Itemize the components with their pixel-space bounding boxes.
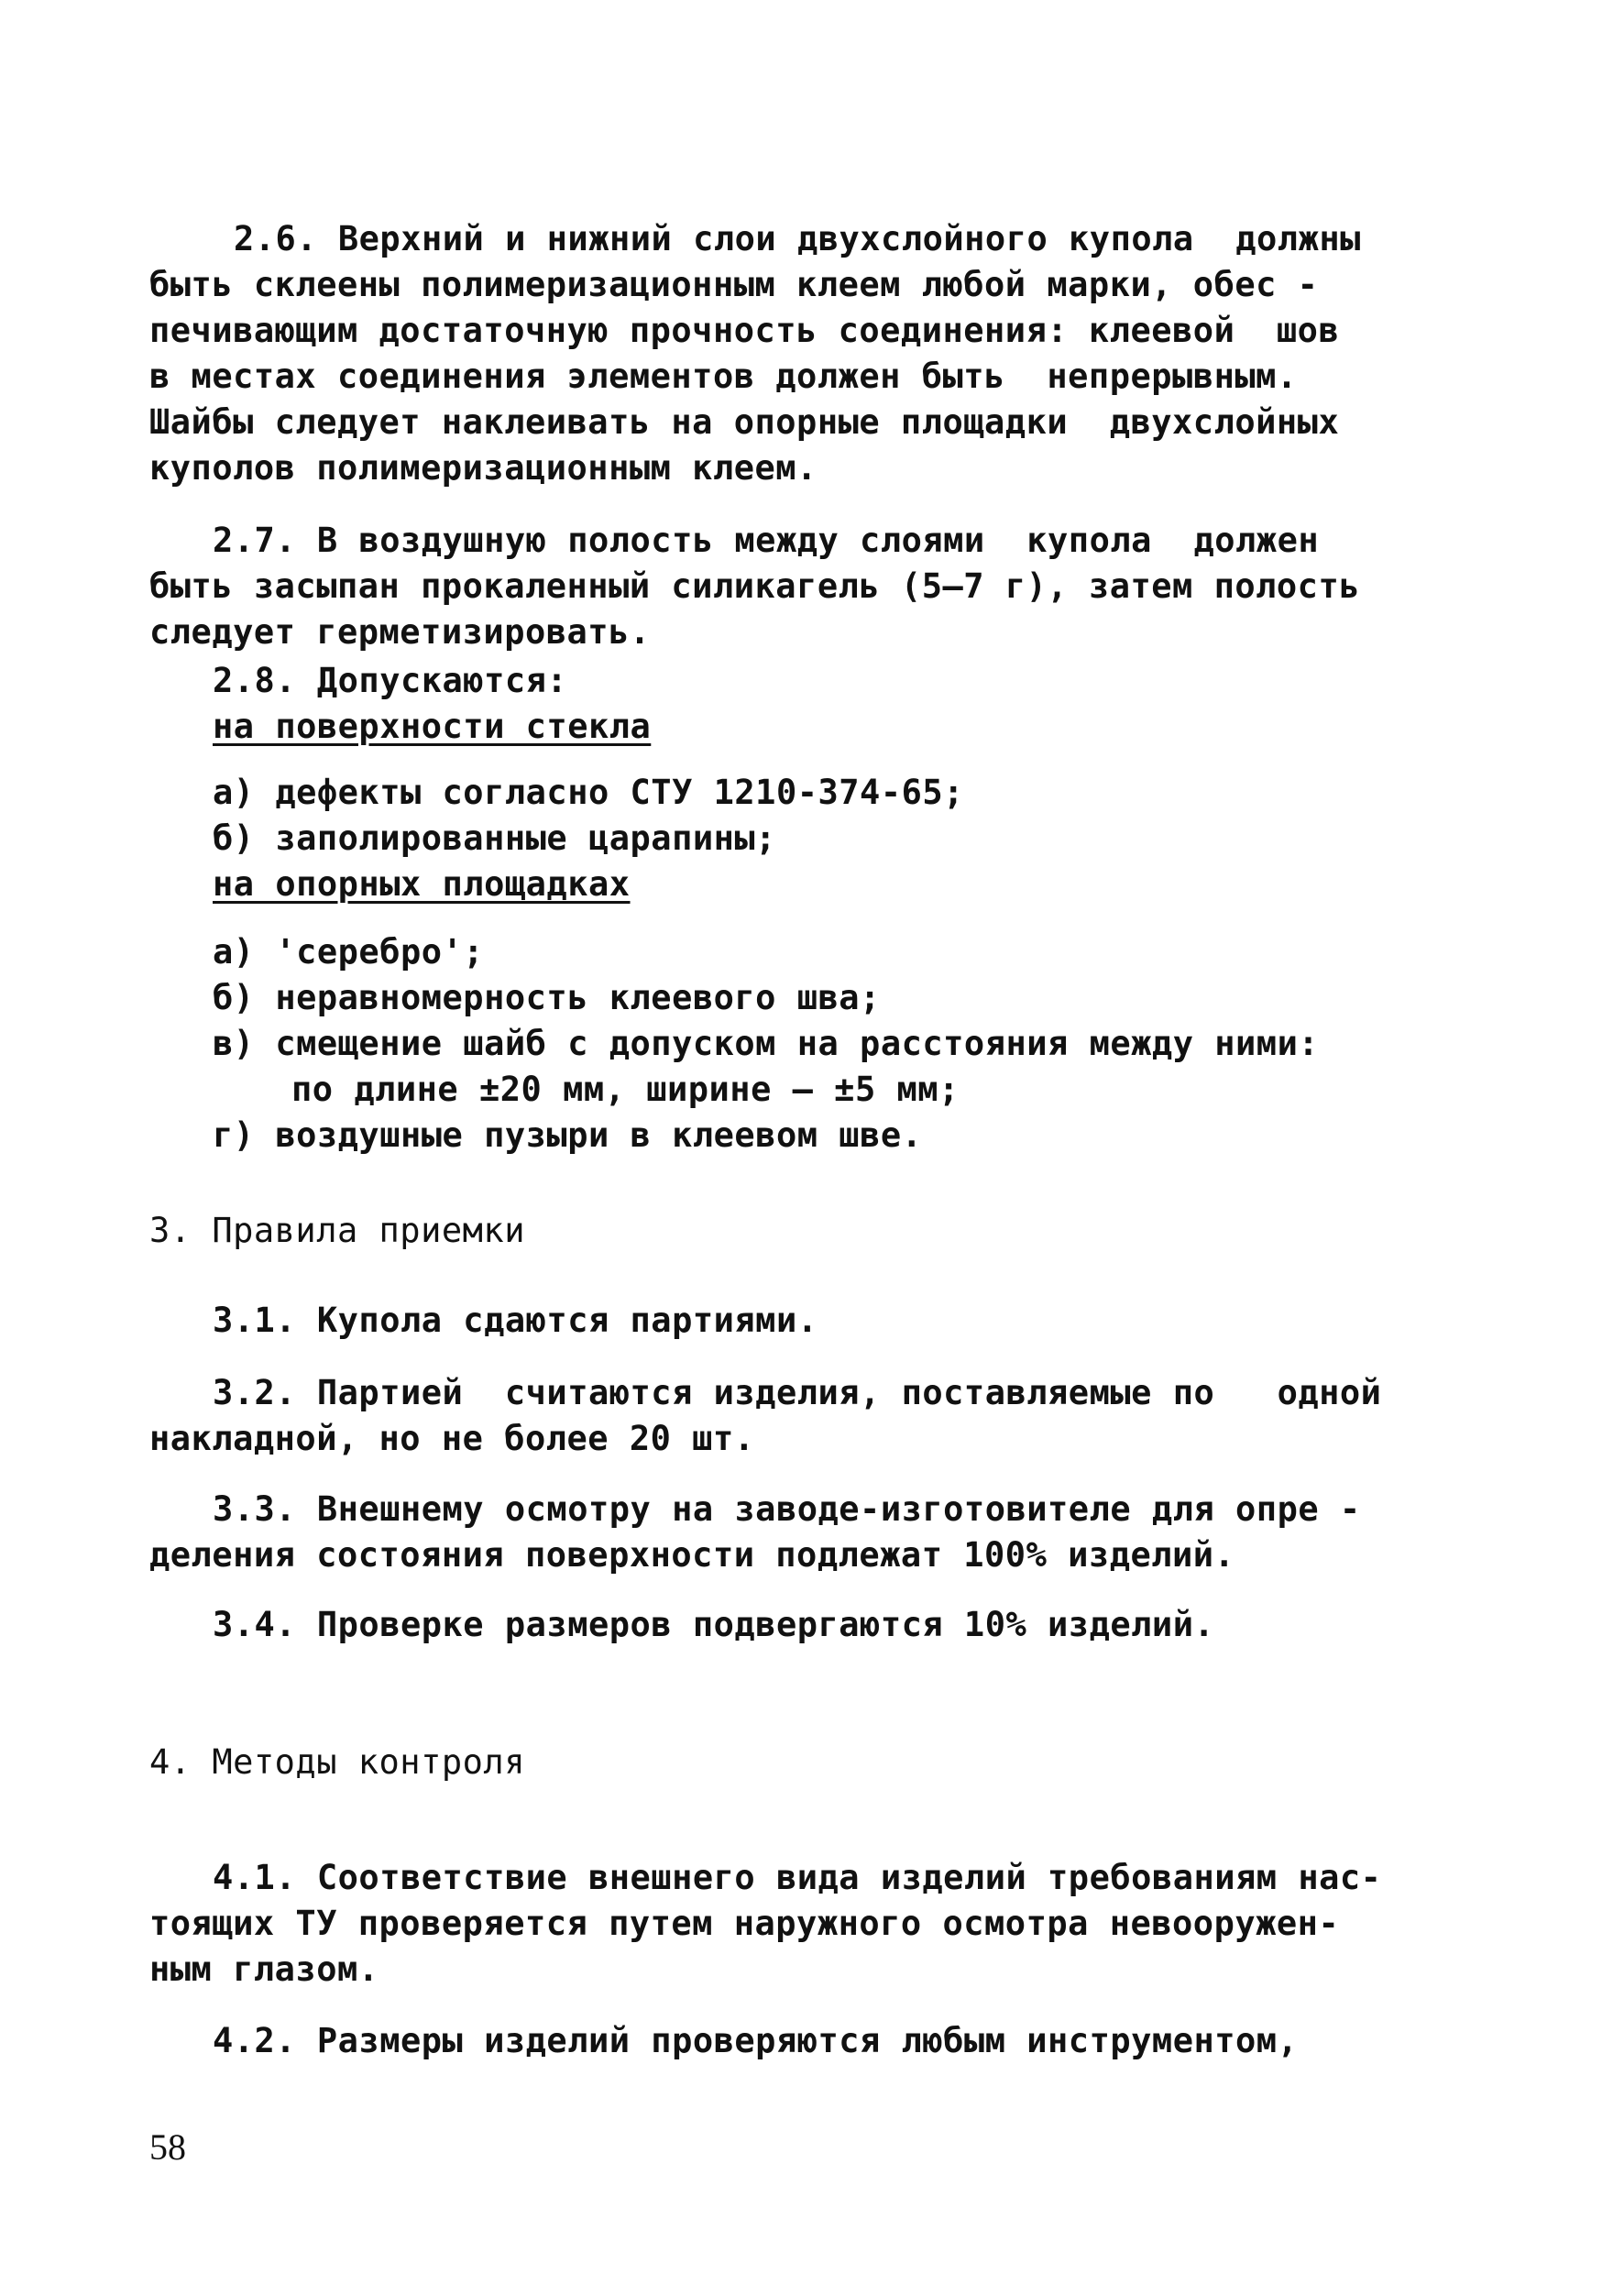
para-4-1-line-3: ным глазом. bbox=[149, 1949, 379, 1989]
para-4-1-line-2: тоящих ТУ проверяется путем наружного осмотра невооружен- bbox=[149, 1904, 1340, 1943]
page-number: 58 bbox=[149, 2126, 186, 2168]
section-4-heading: 4. Методы контроля bbox=[149, 1742, 525, 1782]
support-item-v-line-1: в) смещение шайб с допуском на расстояния между ними: bbox=[213, 1024, 1320, 1063]
support-item-g: г) воздушные пузыри в клеевом шве. bbox=[213, 1115, 923, 1155]
para-2-7-line-1: 2.7. В воздушную полость между слоями купола должен bbox=[213, 521, 1320, 560]
para-2-6-line-3: печивающим достаточную прочность соединения: клеевой шов bbox=[149, 311, 1340, 350]
glass-surface-heading: на поверхности стекла bbox=[213, 707, 652, 746]
para-3-1: 3.1. Купола сдаются партиями. bbox=[213, 1301, 818, 1340]
support-item-b: б) неравномерность клеевого шва; bbox=[213, 978, 881, 1017]
para-2-6-line-1: 2.6. Верхний и нижний слои двухслойного купола должны bbox=[234, 219, 1361, 258]
para-3-2-line-2: накладной, но не более 20 шт. bbox=[149, 1419, 755, 1458]
para-3-3-line-2: деления состояния поверхности подлежат 100% изделий. bbox=[149, 1535, 1235, 1575]
para-3-2-line-1: 3.2. Партией считаются изделия, поставляемые по одной bbox=[213, 1373, 1382, 1412]
para-2-7-line-2: быть засыпан прокаленный силикагель (5–7 г), затем полость bbox=[149, 566, 1361, 606]
para-2-8-intro: 2.8. Допускаются: bbox=[213, 661, 568, 700]
para-3-3-line-1: 3.3. Внешнему осмотру на заводе-изготовителе для опре - bbox=[213, 1489, 1361, 1529]
para-2-6-line-2: быть склеены полимеризационным клеем любой марки, обес - bbox=[149, 265, 1319, 304]
para-3-4: 3.4. Проверке размеров подвергаются 10% изделий. bbox=[213, 1605, 1215, 1644]
support-item-a: а) 'серебро'; bbox=[213, 932, 485, 972]
para-2-7-line-3: следует герметизировать. bbox=[149, 612, 651, 652]
para-2-6-line-5: Шайбы следует наклеивать на опорные площадки двухслойных bbox=[149, 402, 1340, 442]
glass-item-a: а) дефекты согласно СТУ 1210-374-65; bbox=[213, 773, 964, 812]
support-item-v-line-2: по длине ±20 мм, ширине – ±5 мм; bbox=[291, 1070, 960, 1109]
support-pads-heading: на опорных площадках bbox=[213, 864, 631, 904]
para-4-2: 4.2. Размеры изделий проверяются любым инструментом, bbox=[213, 2021, 1299, 2060]
para-2-6-line-4: в местах соединения элементов должен быть непрерывным. bbox=[149, 357, 1298, 396]
glass-item-b: б) заполированные царапины; bbox=[213, 818, 776, 858]
para-4-1-line-1: 4.1. Соответствие внешнего вида изделий требованиям нас- bbox=[213, 1858, 1382, 1897]
para-2-6-line-6: куполов полимеризационным клеем. bbox=[149, 448, 817, 488]
section-3-heading: 3. Правила приемки bbox=[149, 1211, 525, 1250]
